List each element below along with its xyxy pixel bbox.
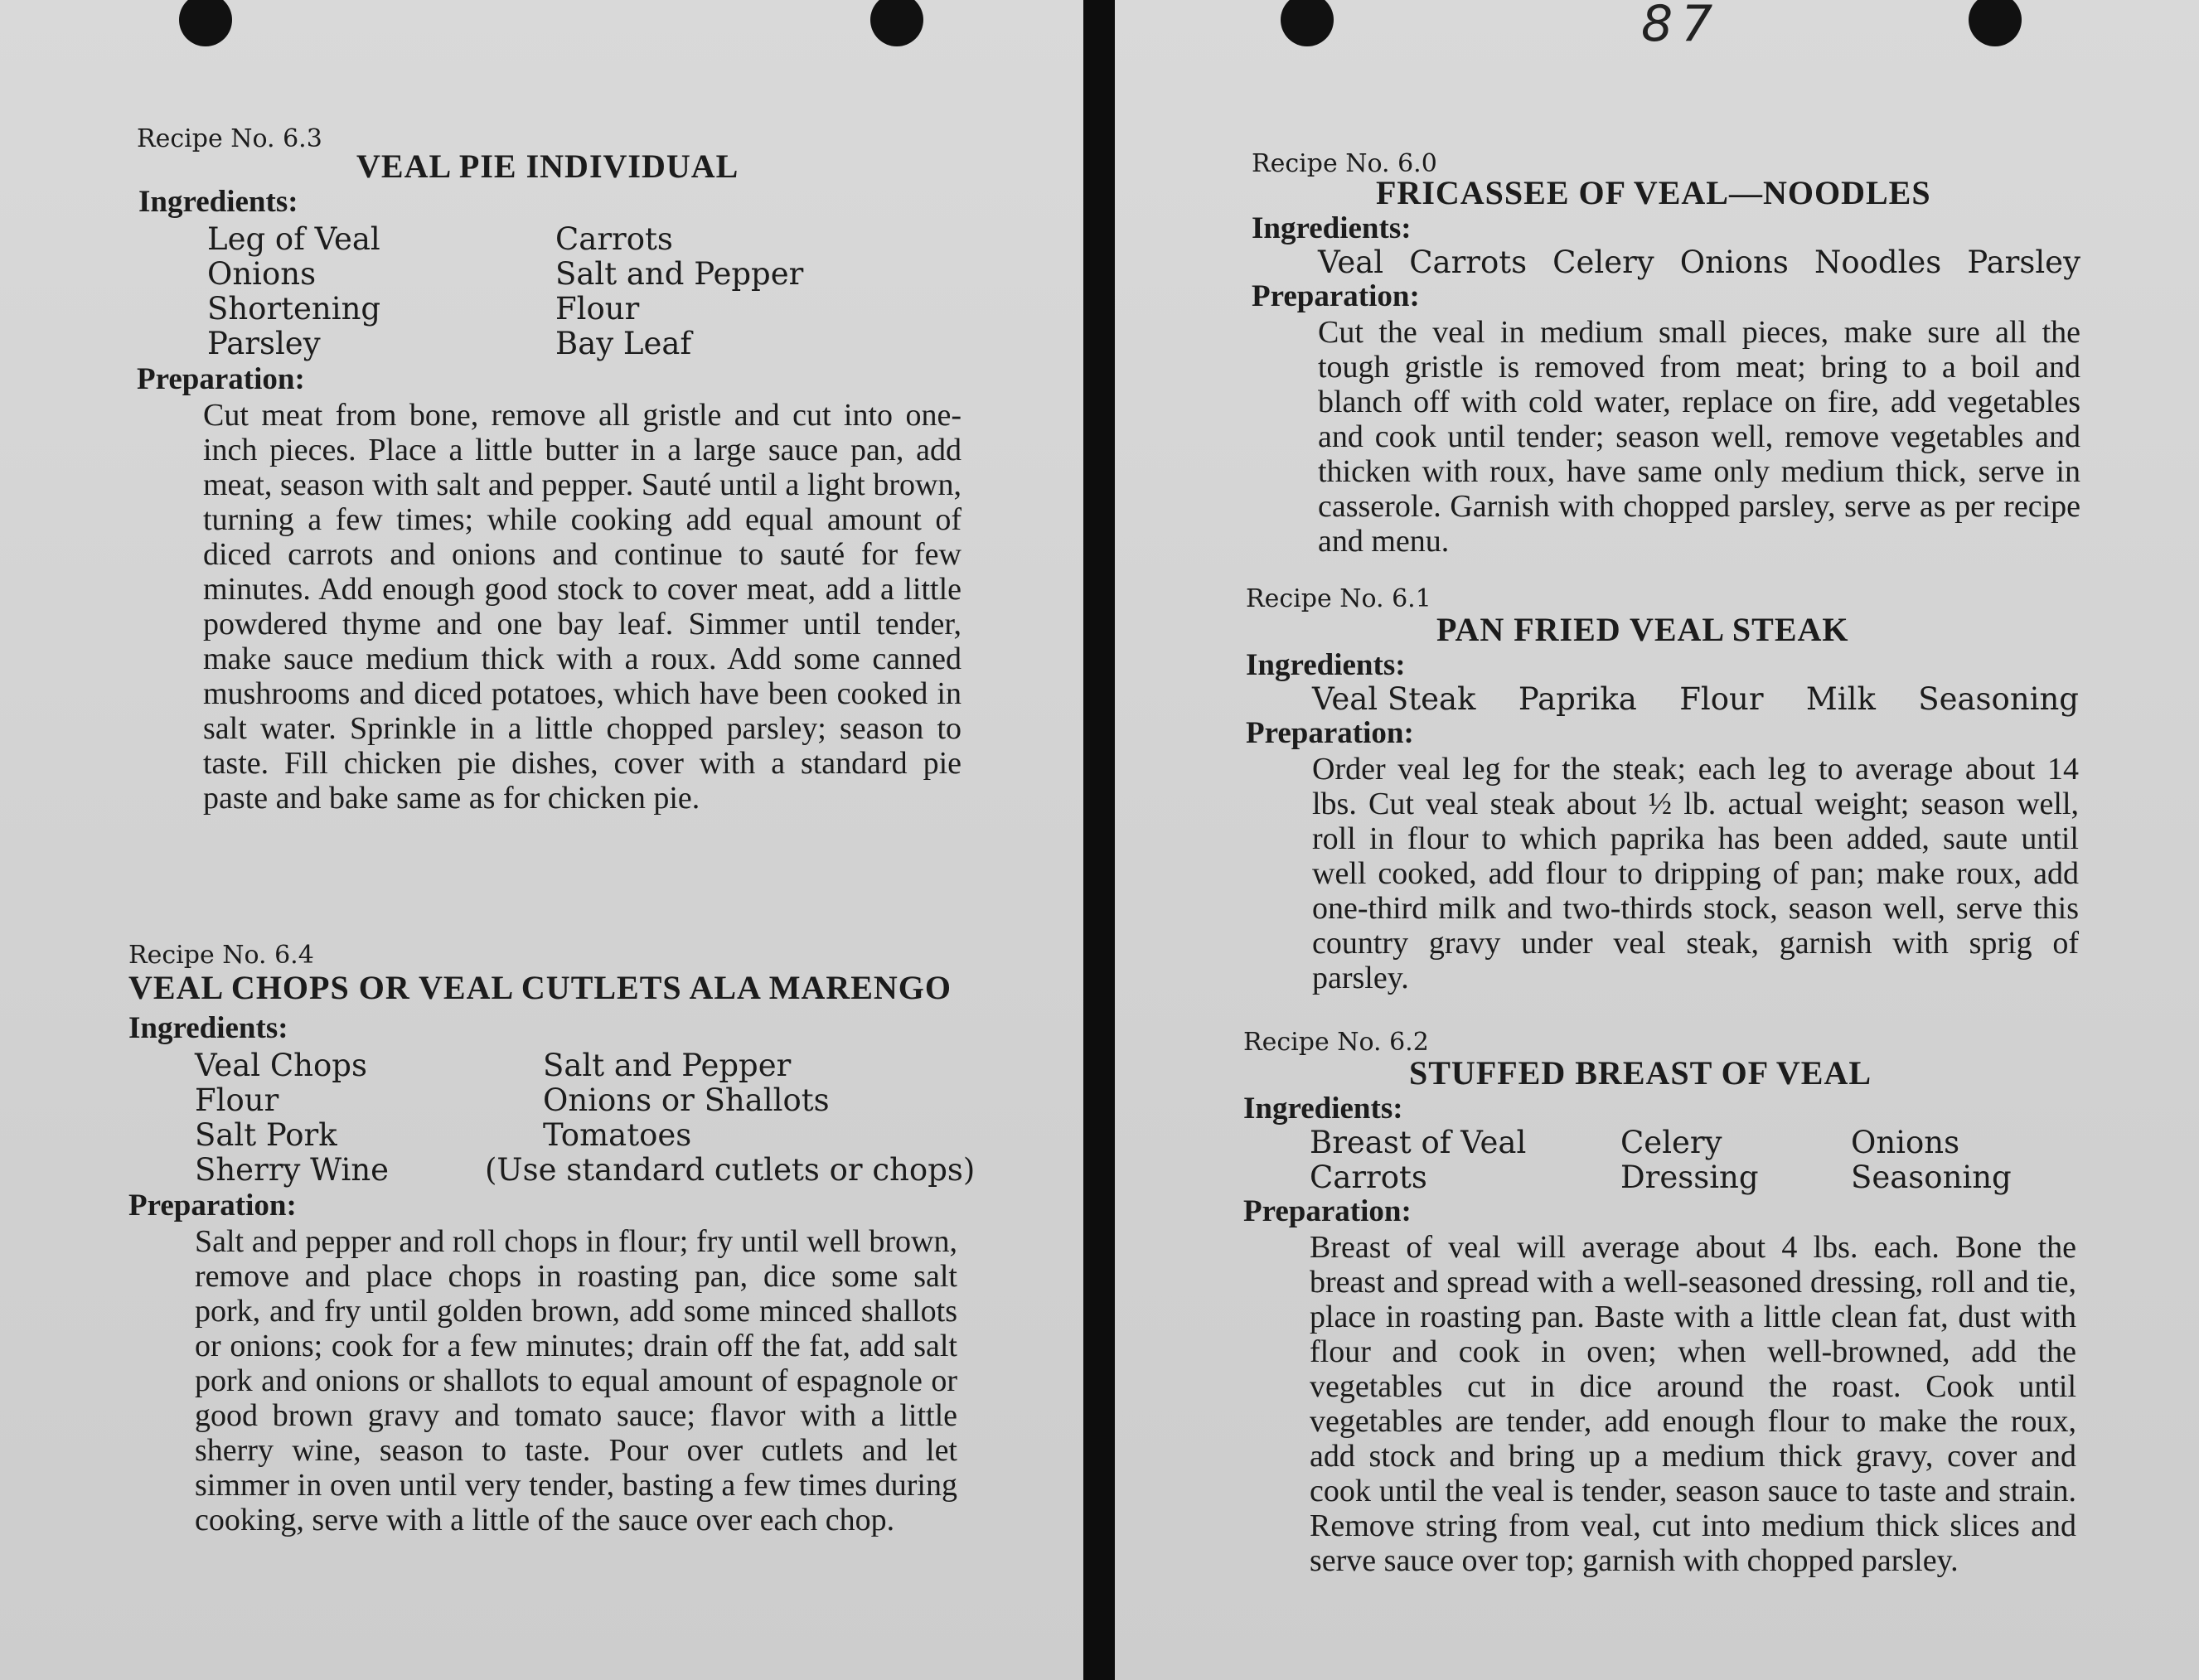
ingredient: Breast of Veal bbox=[1310, 1125, 1527, 1160]
recipe-6-3 bbox=[137, 124, 966, 816]
ingredients-label: Ingredients: bbox=[1252, 211, 1412, 245]
ingredient: Salt and Pepper bbox=[555, 256, 804, 292]
ingredient: Noodles bbox=[1814, 244, 1942, 280]
recipe-card-right bbox=[1115, 0, 2199, 1680]
ingredient: Celery bbox=[1620, 1125, 1722, 1160]
ingredient-list bbox=[1318, 245, 2080, 280]
ingredients-label: Ingredients: bbox=[138, 185, 298, 219]
ingredient-list bbox=[1310, 1126, 2080, 1195]
preparation-text: Breast of veal will average about 4 lbs. each. Bone the breast and spread with a well-seasoned dressing, roll and tie, place in roasting pan. Baste with a little clean fat, dust with flour and cook in oven; when well-browned, add the vegetables cut in dice around the roast. Cook until vegetables are tender, add enough flour to make the roux, add stock and bring up a medium thick gravy, cover and cook until the veal is tender, season sauce to taste and strain. Remove string from veal, cut into medium thick slices and serve sauce over top; garnish with chopped parsley. bbox=[1310, 1230, 2076, 1578]
ingredient-list bbox=[1312, 682, 2079, 717]
ingredient: Onions bbox=[207, 256, 317, 292]
punch-hole bbox=[870, 0, 923, 46]
recipe-number: Recipe No. 6.4 bbox=[128, 941, 314, 970]
recipe-title: PAN FRIED VEAL STEAK bbox=[1436, 611, 1849, 648]
ingredient-list bbox=[207, 222, 966, 361]
ingredient: Onions bbox=[1851, 1125, 1960, 1160]
punch-hole bbox=[1281, 0, 1334, 46]
ingredient: Flour bbox=[1679, 681, 1764, 717]
ingredient: Parsley bbox=[207, 326, 321, 361]
ingredient: Bay Leaf bbox=[555, 326, 692, 361]
preparation-text: Cut the veal in medium small pieces, make sure all the tough gristle is removed from meat; bring to a boil and blanch off with cold water, replace on fire, add vegetables and cook until tender; season well, remove vegetables and thicken with roux, have same only medium thick, serve in casserole. Garnish with chopped parsley, serve as per recipe and menu. bbox=[1318, 315, 2080, 559]
preparation-label: Preparation: bbox=[1246, 716, 1414, 750]
ingredient: Flour bbox=[195, 1082, 279, 1118]
ingredient: Shortening bbox=[207, 291, 381, 327]
ingredient: Carrots bbox=[1409, 244, 1528, 280]
ingredients-label: Ingredients: bbox=[1246, 648, 1406, 682]
preparation-label: Preparation: bbox=[128, 1189, 297, 1222]
punch-hole bbox=[1969, 0, 2022, 46]
recipe-card-left bbox=[0, 0, 1083, 1680]
ingredient: Tomatoes bbox=[543, 1117, 692, 1153]
ingredient: Leg of Veal bbox=[207, 221, 380, 257]
recipe-6-2 bbox=[1243, 1028, 2080, 1578]
preparation-label: Preparation: bbox=[1243, 1194, 1412, 1228]
recipe-title: STUFFED BREAST OF VEAL bbox=[1409, 1054, 1872, 1092]
ingredient: Celery bbox=[1552, 244, 1654, 280]
ingredient: Seasoning bbox=[1918, 681, 2079, 717]
recipe-number: Recipe No. 6.1 bbox=[1246, 584, 1431, 613]
ingredient: Veal Chops bbox=[195, 1048, 367, 1083]
ingredient-list bbox=[195, 1048, 976, 1188]
recipe-6-4 bbox=[128, 941, 976, 1537]
recipe-title: FRICASSEE OF VEAL—NOODLES bbox=[1376, 174, 1931, 211]
preparation-label: Preparation: bbox=[137, 362, 305, 396]
ingredient: Veal Steak bbox=[1312, 681, 1476, 717]
ingredient: Onions or Shallots bbox=[543, 1082, 830, 1118]
ingredient: Paprika bbox=[1518, 681, 1637, 717]
preparation-label: Preparation: bbox=[1252, 279, 1420, 313]
recipe-title: VEAL CHOPS OR VEAL CUTLETS ALA MARENGO bbox=[128, 969, 952, 1006]
recipe-number: Recipe No. 6.0 bbox=[1252, 149, 1437, 178]
ingredients-label: Ingredients: bbox=[1243, 1092, 1403, 1126]
ingredient: Salt and Pepper bbox=[543, 1048, 792, 1083]
ingredient: Dressing bbox=[1620, 1160, 1759, 1195]
recipe-number: Recipe No. 6.3 bbox=[137, 124, 322, 153]
recipe-title: VEAL PIE INDIVIDUAL bbox=[356, 148, 739, 185]
punch-hole bbox=[179, 0, 232, 46]
preparation-text: Order veal leg for the steak; each leg to average about 14 lbs. Cut veal steak about ½ lb. actual weight; season well, roll in flour to which paprika has been added, saute until well cooked, add flour to dripping of pan; make roux, add one-third milk and two-thirds stock, season well, serve this country gravy under veal steak, garnish with sprig of parsley. bbox=[1312, 752, 2079, 995]
ingredient: Seasoning bbox=[1851, 1160, 2012, 1195]
recipe-6-1 bbox=[1246, 584, 2083, 995]
preparation-text: Cut meat from bone, remove all gristle and cut into one-inch pieces. Place a little butter in a large sauce pan, add meat, season with salt and pepper. Sauté until a light brown, turning a few times; while cooking add equal amount of diced carrots and onions and continue to sauté for few minutes. Add enough good stock to cover meat, add a little powdered thyme and one bay leaf. Simmer until tender, make sauce medium thick with a roux. Add some canned mushrooms and diced potatoes, which have been cooked in salt water. Sprinkle in a little chopped parsley; season to taste. Fill chicken pie dishes, cover with a standard pie paste and bake same as for chicken pie. bbox=[203, 398, 961, 816]
recipe-6-0 bbox=[1252, 149, 2089, 559]
ingredient: Milk bbox=[1805, 681, 1876, 717]
ingredient: Onions bbox=[1679, 244, 1789, 280]
recipe-number: Recipe No. 6.2 bbox=[1243, 1028, 1429, 1057]
ingredient: Flour bbox=[555, 291, 640, 327]
preparation-text: Salt and pepper and roll chops in flour; fry until well brown, remove and place chops in roasting pan, dice some salt pork, and fry until golden brown, add some minced shallots or onions; cook for a few minutes; drain off the fat, add salt pork and onions or shallots to equal amount of espagnole or good brown gravy and tomato sauce; flavor with a little sherry wine, season to taste. Pour over cutlets and let simmer in oven until very tender, basting a few times during cooking, serve with a little of the sauce over each chop. bbox=[195, 1224, 957, 1537]
ingredient: Salt Pork bbox=[195, 1117, 337, 1153]
ingredients-label: Ingredients: bbox=[128, 1011, 288, 1045]
page-number: 87 bbox=[1641, 0, 1722, 53]
ingredient: (Use standard cutlets or chops) bbox=[485, 1152, 976, 1188]
ingredient: Veal bbox=[1318, 244, 1384, 280]
ingredient: Carrots bbox=[1310, 1160, 1427, 1195]
ingredient: Parsley bbox=[1967, 244, 2080, 280]
ingredient: Carrots bbox=[555, 221, 673, 257]
ingredient: Sherry Wine bbox=[195, 1152, 390, 1188]
